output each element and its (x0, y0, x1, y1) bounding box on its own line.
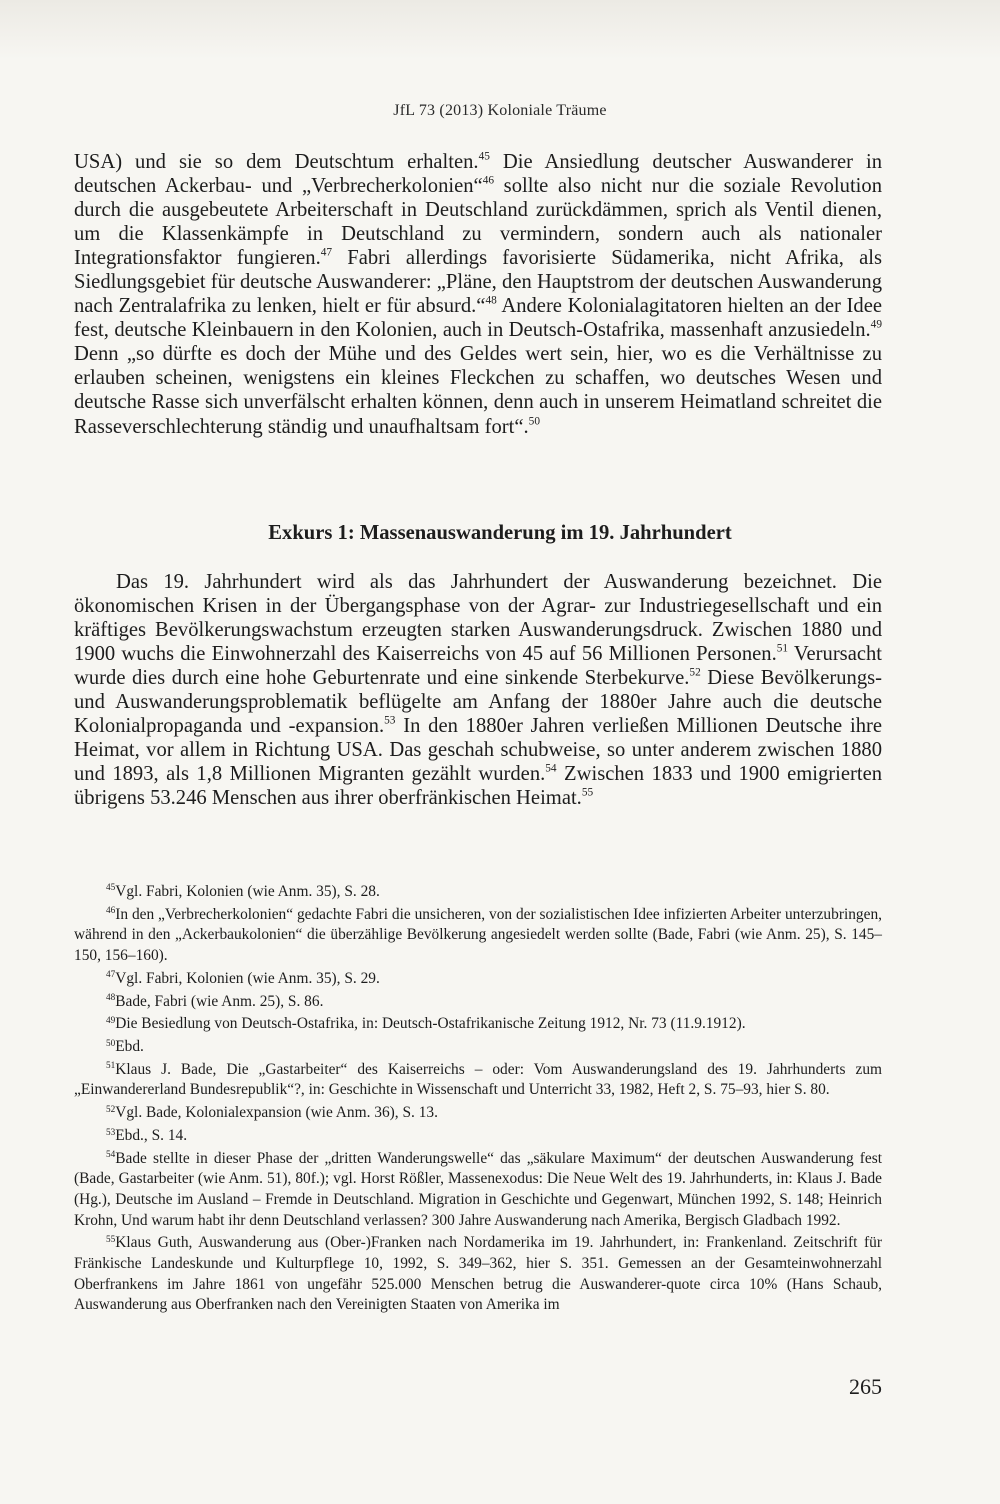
footnote-ref-55[interactable]: 55 (581, 786, 594, 799)
footnote-text: Vgl. Fabri, Kolonien (wie Anm. 35), S. 28. (115, 883, 380, 900)
footnote-text: Vgl. Fabri, Kolonien (wie Anm. 35), S. 29. (115, 969, 380, 987)
footnote-text: Vgl. Bade, Kolonialexpansion (wie Anm. 36), S. 13. (115, 1104, 438, 1122)
text-run: USA) und sie so dem Deutschtum erhalten. (74, 151, 479, 173)
footnote: 45Vgl. Fabri, Kolonien (wie Anm. 35), S. 28. (106, 882, 380, 900)
footnote: 46In den „Verbrecherkolonien“ gedachte Fabri die unsicheren, von der sozialistischen Idee infizierten Arbeiter unterzubringen, während in den „Ackerbaukolonien“ die überzählige Bevölkerung angesiedelt werden sollte (Bade, Fabri (wie Anm. 25), S. 145–150, 156–160). (74, 905, 882, 964)
paragraph (74, 150, 882, 439)
text-run: Das 19. Jahrhundert wird als das Jahrhundert der Auswanderung bezeichnet. Die ökonomischen Krisen in der Übergangsphase von der Agrar- zur Industriegesellschaft und ein kräftiges Bevölkerungswachstum erzeugten starken Auswanderungsdruck. Zwischen 1880 und 1900 wuchs die Einwohnerzahl des Kaiserreichs von 45 auf 56 Millionen Personen. (74, 571, 882, 666)
footnote: 48Bade, Fabri (wie Anm. 25), S. 86. (106, 992, 324, 1010)
text-run: Diese Bevölkerungs- und Auswanderungsproblematik beflügelte am Anfang der 1880er Jahre auch die deutsche Kolonialpropaganda und -expansion. (74, 667, 882, 738)
footnote-text: Die Besiedlung von Deutsch-Ostafrika, in: Deutsch-Ostafrikanische Zeitung 1912, Nr. 73 (11.9.1912). (115, 1015, 746, 1033)
text-run: Denn „so dürfte es doch der Mühe und des Geldes wert sein, hier, wo es die Verhältnisse zu erlauben scheinen, wenigstens ein kleines Fleckchen zu schaffen, wo deutsches Wesen und deutsche Rasse sich unverfälscht erhalten können, denn auch in unserem Heimatland schreitet die Rasseverschlechterung ständig und unaufhaltsam fort“. (74, 343, 882, 438)
footnote-ref-46[interactable]: 46 (482, 174, 495, 187)
text-run: sollte also nicht nur die soziale Revolution durch die ausgebeutete Arbeiterschaft in Deutschland zurückdämmen, sprich als Ventil dienen, um die Klassenkämpfe in Deutschland zu vermindern, sondern auch als nationaler Integrationsfaktor fungieren. (74, 175, 882, 270)
text-run: In den 1880er Jahren verließen Millionen Deutsche ihre Heimat, vor allem in Richtung USA. Das geschah schubweise, so unter anderem zwischen 1880 und 1893, als 1,8 Millionen Migranten gezählt wurden. (74, 715, 882, 786)
text-run: Andere Kolonialagitatoren hielten an der Idee fest, deutsche Kleinbauern in den Kolonien, auch in Deutsch-Ostafrika, massenhaft anzusiedeln. (74, 295, 882, 342)
footnote: 54Bade stellte in dieser Phase der „dritten Wanderungswelle“ das „säkulare Maximum“ der deutschen Auswanderung fest (Bade, Gastarbeiter (wie Anm. 51), 80f.); vgl. Horst Rößler, Massenexodus: Die Neue Welt des 19. Jahrhunderts, in: Klaus J. Bade (Hg.), Deutsche im Ausland – Fremde in Deutschland. Migration in Geschichte und Gegenwart, München 1992, S. 148; Heinrich Krohn, Und warum habt ihr denn Deutschland verlassen? 300 Jahre Auswanderung nach Amerika, Bergisch Gladbach 1992. (74, 1149, 882, 1229)
text-run: Fabri allerdings favorisierte Südamerika, nicht Afrika, als Siedlungsgebiet für deutsche Auswanderer: „Pläne, den Hauptstrom der deutschen Auswanderung nach Zentralafrika zu lenken, hielt er für absurd.“ (74, 247, 882, 318)
footnote-ref-49[interactable]: 49 (870, 318, 882, 331)
footnote-text: Ebd. (115, 1038, 144, 1056)
footnote: 52Vgl. Bade, Kolonialexpansion (wie Anm. 36), S. 13. (106, 1103, 438, 1122)
footnote-ref-51[interactable]: 51 (776, 642, 789, 655)
text-run: Zwischen 1833 und 1900 emigrierten übrigens 53.246 Menschen aus ihrer oberfränkischen Heimat. (74, 763, 883, 810)
footnote-text: Bade, Fabri (wie Anm. 25), S. 86. (115, 992, 324, 1010)
scan-edge (0, 0, 1000, 60)
footnote: 51Klaus J. Bade, Die „Gastarbeiter“ des Kaiserreichs – oder: Vom Auswanderungsland des 19. Jahrhunderts zum „Einwandererland Bundesrepublik“?, in: Geschichte in Wissenschaft und Unterricht 33, 1982, Heft 2, S. 75–93, hier S. 80. (74, 1060, 882, 1099)
footnote-ref-53[interactable]: 53 (384, 714, 396, 727)
paragraph (74, 570, 882, 810)
footnote-text: In den „Verbrecherkolonien“ gedachte Fabri die unsicheren, von der sozialistischen Idee infizierten Arbeiter unterzubringen, während in den „Ackerbaukolonien“ die überzählige Bevölkerung angesiedelt werden sollte (Bade, Fabri (wie Anm. 25), S. 145–150, 156–160). (74, 905, 882, 964)
footnote-ref-45[interactable]: 45 (478, 150, 490, 163)
body-text-block (74, 150, 882, 439)
text-run: Verursacht wurde dies durch eine hohe Geburtenrate und eine sinkende Sterbekurve. (74, 643, 882, 690)
footnote: 53Ebd., S. 14. (106, 1126, 188, 1145)
footnote-text: Ebd., S. 14. (115, 1127, 188, 1145)
footnote-ref-54[interactable]: 54 (545, 762, 557, 775)
footnotes-section (74, 882, 882, 1318)
running-head: JfL 73 (2013) Koloniale Träume (393, 102, 607, 119)
page-number: 265 (849, 1374, 882, 1399)
footnote-text: Klaus J. Bade, Die „Gastarbeiter“ des Kaiserreichs – oder: Vom Auswanderungsland des 19. Jahrhunderts zum „Einwandererland Bundesrepublik“?, in: Geschichte in Wissenschaft und Unterricht 33, 1982, Heft 2, S. 75–93, hier S. 80. (74, 1060, 882, 1099)
footnote-ref-48[interactable]: 48 (485, 294, 497, 307)
footnote: 47Vgl. Fabri, Kolonien (wie Anm. 35), S. 29. (106, 969, 380, 987)
footnote-text: Bade stellte in dieser Phase der „dritten Wanderungswelle“ das „säkulare Maximum“ der deutschen Auswanderung fest (Bade, Gastarbeiter (wie Anm. 51), 80f.); vgl. Horst Rößler, Massenexodus: Die Neue Welt des 19. Jahrhunderts, in: Klaus J. Bade (Hg.), Deutsche im Ausland – Fremde in Deutschland. Migration in Geschichte und Gegenwart, München 1992, S. 148; Heinrich Krohn, Und warum habt ihr denn Deutschland verlassen? 300 Jahre Auswanderung nach Amerika, Bergisch Gladbach 1992. (74, 1149, 882, 1229)
footnote-text: Klaus Guth, Auswanderung aus (Ober-)Franken nach Nordamerika im 19. Jahrhundert, in: Frankenland. Zeitschrift für Fränkische Landeskunde und Kulturpflege 10, 1992, S. 349–362, hier S. 351. Gemessen an der Gesamteinwohnerzahl Oberfrankens im Jahre 1861 von ungefähr 525.000 Menschen betrug die Auswanderer-quote circa 10% (Hans Schaub, Auswanderung aus Oberfranken nach den Vereinigten Staaten von Amerika im (74, 1234, 882, 1314)
footnote-ref-52[interactable]: 52 (689, 666, 701, 679)
footnote-ref-47[interactable]: 47 (320, 246, 333, 259)
body-text-block (74, 570, 882, 810)
section-heading: Exkurs 1: Massenauswanderung im 19. Jahrhundert (268, 522, 732, 544)
footnote: 49Die Besiedlung von Deutsch-Ostafrika, in: Deutsch-Ostafrikanische Zeitung 1912, Nr. 73 (11.9.1912). (106, 1014, 746, 1033)
text-run: Die Ansiedlung deutscher Auswanderer in deutschen Ackerbau- und „Verbrecherkolonien“ (74, 151, 882, 198)
footnote: 50Ebd. (106, 1037, 144, 1056)
footnote: 55Klaus Guth, Auswanderung aus (Ober-)Franken nach Nordamerika im 19. Jahrhundert, in: Frankenland. Zeitschrift für Fränkische Landeskunde und Kulturpflege 10, 1992, S. 349–362, hier S. 351. Gemessen an der Gesamteinwohnerzahl Oberfrankens im Jahre 1861 von ungefähr 525.000 Menschen betrug die Auswanderer-quote circa 10% (Hans Schaub, Auswanderung aus Oberfranken nach den Vereinigten Staaten von Amerika im (74, 1233, 882, 1314)
footnote-ref-50[interactable]: 50 (528, 415, 540, 428)
